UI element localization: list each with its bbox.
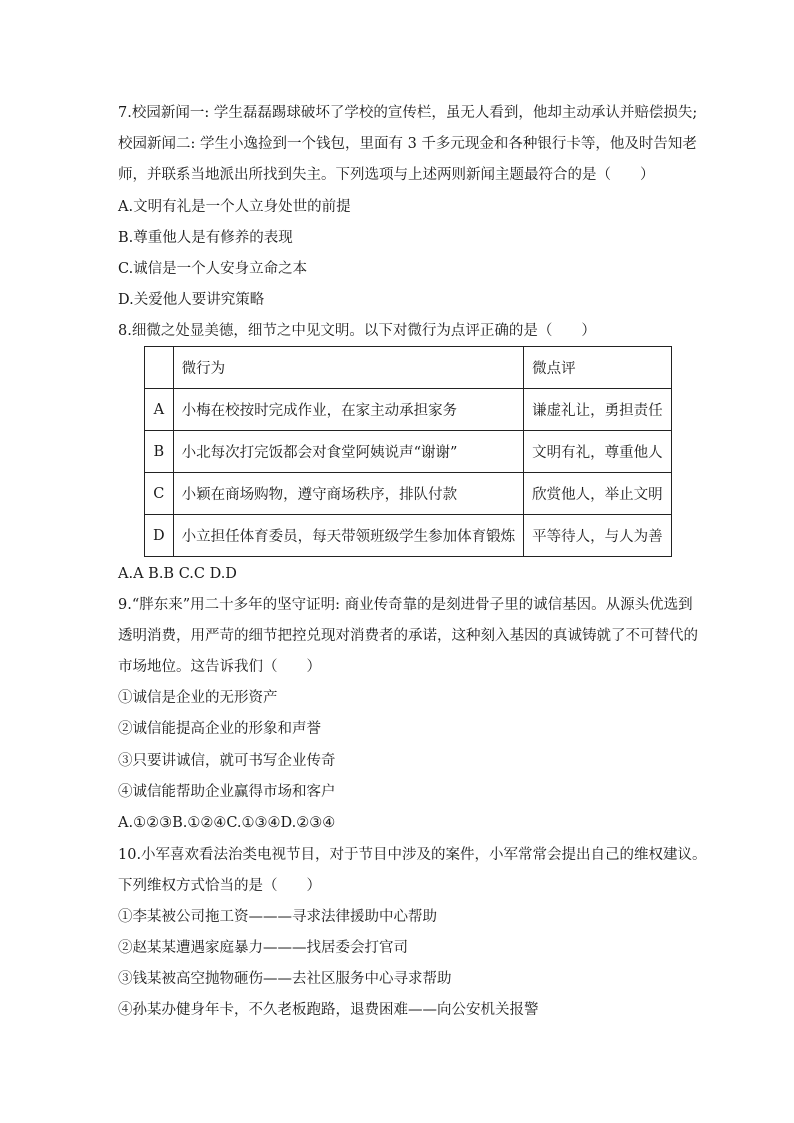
q7-option-a: A.文明有礼是一个人立身处世的前提 [118,199,351,215]
table-row [145,431,672,473]
table-cell-letter: A [145,389,174,431]
table-cell-comment: 欣赏他人，举止文明 [524,473,672,515]
q9-item-3: ③只要讲诚信，就可书写企业传奇 [118,753,336,769]
q10-stem-line-1: 10.小军喜欢看法治类电视节目，对于节目中涉及的案件，小军常常会提出自己的维权建议。 [118,847,707,863]
table-cell-behavior: 小颖在商场购物，遵守商场秩序，排队付款 [173,473,524,515]
q10-stem-line-2: 下列维权方式恰当的是（ ） [118,878,321,894]
q10-item-1: ①李某被公司拖工资———寻求法律援助中心帮助 [118,909,437,925]
q8-stem: 8.细微之处显美德，细节之中见文明。以下对微行为点评正确的是（ ） [118,323,596,339]
table-cell-behavior: 小立担任体育委员，每天带领班级学生参加体育锻炼 [173,515,524,557]
q9-stem-line-1: 9.“胖东来”用二十多年的坚守证明: 商业传奇靠的是刻进骨子里的诚信基因。从源头优选到 [118,597,693,613]
table-cell-comment: 谦虚礼让，勇担责任 [524,389,672,431]
table-cell-letter: B [145,431,174,473]
q7-stem-line-1: 7.校园新闻一: 学生磊磊踢球破坏了学校的宣传栏，虽无人看到，他却主动承认并赔偿损失; [118,105,698,121]
table-row [145,515,672,557]
q7-option-b: B.尊重他人是有修养的表现 [118,230,293,246]
q8-behavior-table [144,346,672,557]
q10-item-3: ③钱某被高空抛物砸伤——去社区服务中心寻求帮助 [118,971,452,987]
table-row [145,473,672,515]
q7-option-d: D.关爱他人要讲究策略 [118,292,265,308]
q9-stem-line-3: 市场地位。这告诉我们（ ） [118,659,321,675]
table-cell-letter: D [145,515,174,557]
table-cell-behavior: 小北每次打完饭都会对食堂阿姨说声“谢谢” [173,431,524,473]
table-cell-comment: 文明有礼，尊重他人 [524,431,672,473]
table-cell-behavior: 小梅在校按时完成作业，在家主动承担家务 [173,389,524,431]
q10-item-2: ②赵某某遭遇家庭暴力———找居委会打官司 [118,940,408,956]
q9-answer-options: A.①②③B.①②④C.①③④D.②③④ [118,815,336,831]
table-header-cell [145,347,174,389]
q8-answer-options: A.A B.B C.C D.D [118,566,237,582]
q9-stem-line-2: 透明消费，用严苛的细节把控兑现对消费者的承诺，这种刻入基因的真诚铸就了不可替代的 [118,628,698,644]
table-header-cell: 微行为 [173,347,524,389]
table-cell-comment: 平等待人，与人为善 [524,515,672,557]
table-cell-letter: C [145,473,174,515]
table-header-cell: 微点评 [524,347,672,389]
q9-item-4: ④诚信能帮助企业赢得市场和客户 [118,784,336,800]
q7-stem-line-3: 师，并联系当地派出所找到失主。下列选项与上述两则新闻主题最符合的是（ ） [118,167,655,183]
q9-item-2: ②诚信能提高企业的形象和声誉 [118,721,321,737]
table-row [145,389,672,431]
table-header-row [145,347,672,389]
q9-item-1: ①诚信是企业的无形资产 [118,690,278,706]
q10-item-4: ④孙某办健身年卡，不久老板跑路，退费困难——向公安机关报警 [118,1002,539,1018]
q7-stem-line-2: 校园新闻二: 学生小逸捡到一个钱包，里面有 3 千多元现金和各种银行卡等，他及时告知老 [118,136,697,152]
q7-option-c: C.诚信是一个人安身立命之本 [118,261,308,277]
